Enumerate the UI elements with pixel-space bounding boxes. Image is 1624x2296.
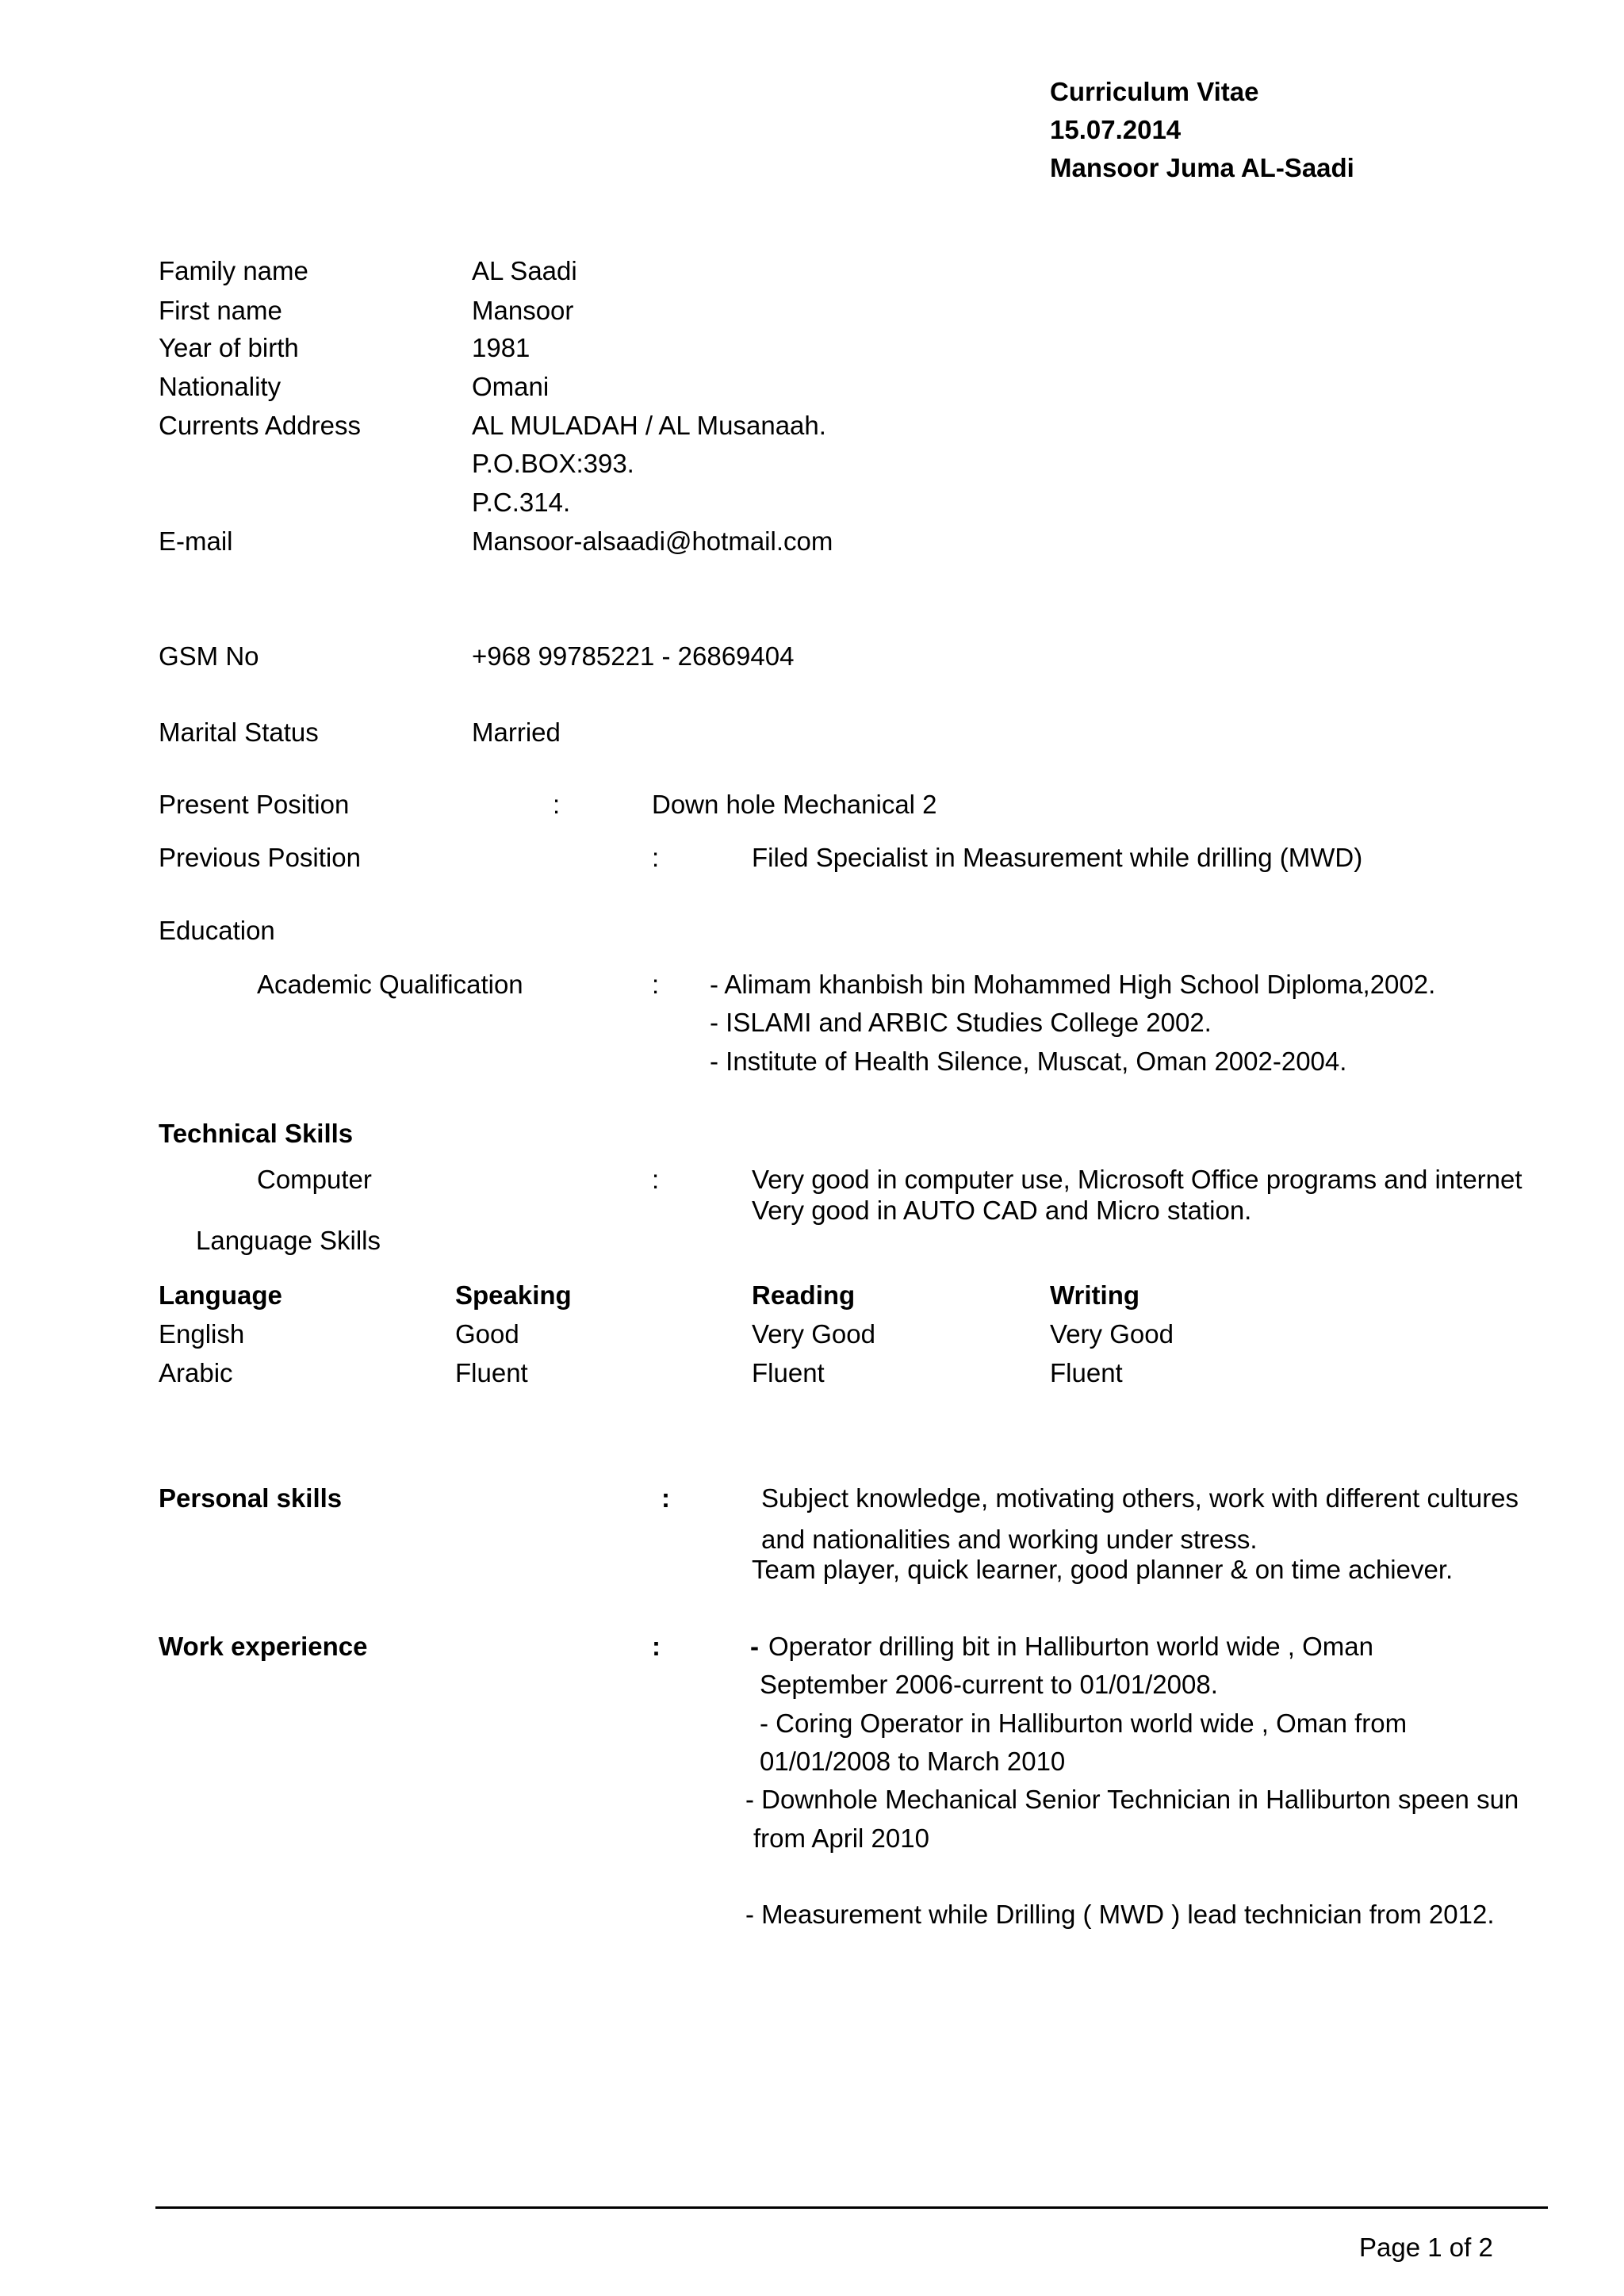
present-position-label: Present Position: [159, 790, 350, 819]
first-name-value: Mansoor: [472, 296, 574, 325]
language-skills-label: Language Skills: [196, 1226, 381, 1255]
family-name-label: Family name: [159, 256, 308, 285]
work-experience-heading: Work experience: [159, 1632, 368, 1661]
previous-position-value: Filed Specialist in Measurement while drilling (MWD): [752, 843, 1363, 872]
language-cell: English: [159, 1319, 245, 1349]
previous-position-colon: :: [652, 843, 660, 872]
speaking-cell: Fluent: [455, 1358, 528, 1387]
cv-title: Curriculum Vitae: [1050, 77, 1259, 106]
technical-skills-heading: Technical Skills: [159, 1119, 354, 1148]
personal-skill-line: Subject knowledge, motivating others, work with different cultures: [761, 1483, 1519, 1513]
work-line: - Measurement while Drilling ( MWD ) lead technician from 2012.: [745, 1900, 1495, 1929]
work-line: September 2006-current to 01/01/2008.: [760, 1670, 1218, 1699]
language-header: Language: [159, 1280, 282, 1310]
writing-cell: Very Good: [1050, 1319, 1174, 1349]
work-experience-colon: :: [652, 1632, 661, 1661]
education-item: - ISLAMI and ARBIC Studies College 2002.: [710, 1008, 1212, 1037]
education-item: - Alimam khanbish bin Mohammed High School Diploma,2002.: [710, 970, 1436, 999]
personal-skill-line: and nationalities and working under stress.: [761, 1525, 1258, 1554]
computer-skill-line: Very good in AUTO CAD and Micro station.: [752, 1196, 1252, 1225]
personal-skills-heading: Personal skills: [159, 1483, 343, 1513]
computer-skill-line: Very good in computer use, Microsoft Office programs and internet: [752, 1165, 1522, 1194]
family-name-value: AL Saadi: [472, 256, 577, 285]
work-line: - Downhole Mechanical Senior Technician in Halliburton speen sun: [745, 1785, 1519, 1814]
nationality-value: Omani: [472, 372, 550, 401]
work-line: 01/01/2008 to March 2010: [760, 1747, 1066, 1776]
year-of-birth-value: 1981: [472, 333, 530, 362]
email-label: E-mail: [159, 526, 233, 556]
present-position-value: Down hole Mechanical 2: [652, 790, 937, 819]
gsm-value: +968 99785221 - 26869404: [472, 641, 795, 671]
reading-cell: Fluent: [752, 1358, 825, 1387]
cv-date: 15.07.2014: [1050, 115, 1182, 144]
personal-skill-line: Team player, quick learner, good planner & on time achiever.: [752, 1555, 1454, 1584]
computer-colon: :: [652, 1165, 660, 1194]
education-item: - Institute of Health Silence, Muscat, Oman 2002-2004.: [710, 1047, 1347, 1076]
academic-qualification-colon: :: [652, 970, 660, 999]
first-name-label: First name: [159, 296, 282, 325]
work-line: Operator drilling bit in Halliburton world wide , Oman: [768, 1632, 1373, 1661]
marital-status-value: Married: [472, 718, 561, 747]
speaking-header: Speaking: [455, 1280, 572, 1310]
reading-header: Reading: [752, 1280, 856, 1310]
writing-header: Writing: [1050, 1280, 1140, 1310]
marital-status-label: Marital Status: [159, 718, 319, 747]
email-value: Mansoor-alsaadi@hotmail.com: [472, 526, 833, 556]
work-bullet: -: [750, 1632, 759, 1661]
footer-rule: [155, 2206, 1548, 2209]
page-number: Page 1 of 2: [1359, 2233, 1493, 2262]
computer-label: Computer: [257, 1165, 372, 1194]
speaking-cell: Good: [455, 1319, 519, 1349]
nationality-label: Nationality: [159, 372, 282, 401]
address-line-3: P.C.314.: [472, 488, 571, 517]
year-of-birth-label: Year of birth: [159, 333, 299, 362]
address-line-1: AL MULADAH / AL Musanaah.: [472, 411, 826, 440]
address-line-2: P.O.BOX:393.: [472, 449, 634, 478]
work-line: - Coring Operator in Halliburton world wide , Oman from: [760, 1709, 1408, 1738]
language-cell: Arabic: [159, 1358, 233, 1387]
gsm-label: GSM No: [159, 641, 259, 671]
previous-position-label: Previous Position: [159, 843, 361, 872]
cv-name: Mansoor Juma AL-Saadi: [1050, 153, 1354, 182]
present-position-colon: :: [553, 790, 561, 819]
address-label: Currents Address: [159, 411, 361, 440]
writing-cell: Fluent: [1050, 1358, 1123, 1387]
education-heading: Education: [159, 916, 275, 945]
work-line: from April 2010: [753, 1823, 929, 1853]
academic-qualification-label: Academic Qualification: [257, 970, 523, 999]
personal-skills-colon: :: [661, 1483, 670, 1513]
reading-cell: Very Good: [752, 1319, 875, 1349]
